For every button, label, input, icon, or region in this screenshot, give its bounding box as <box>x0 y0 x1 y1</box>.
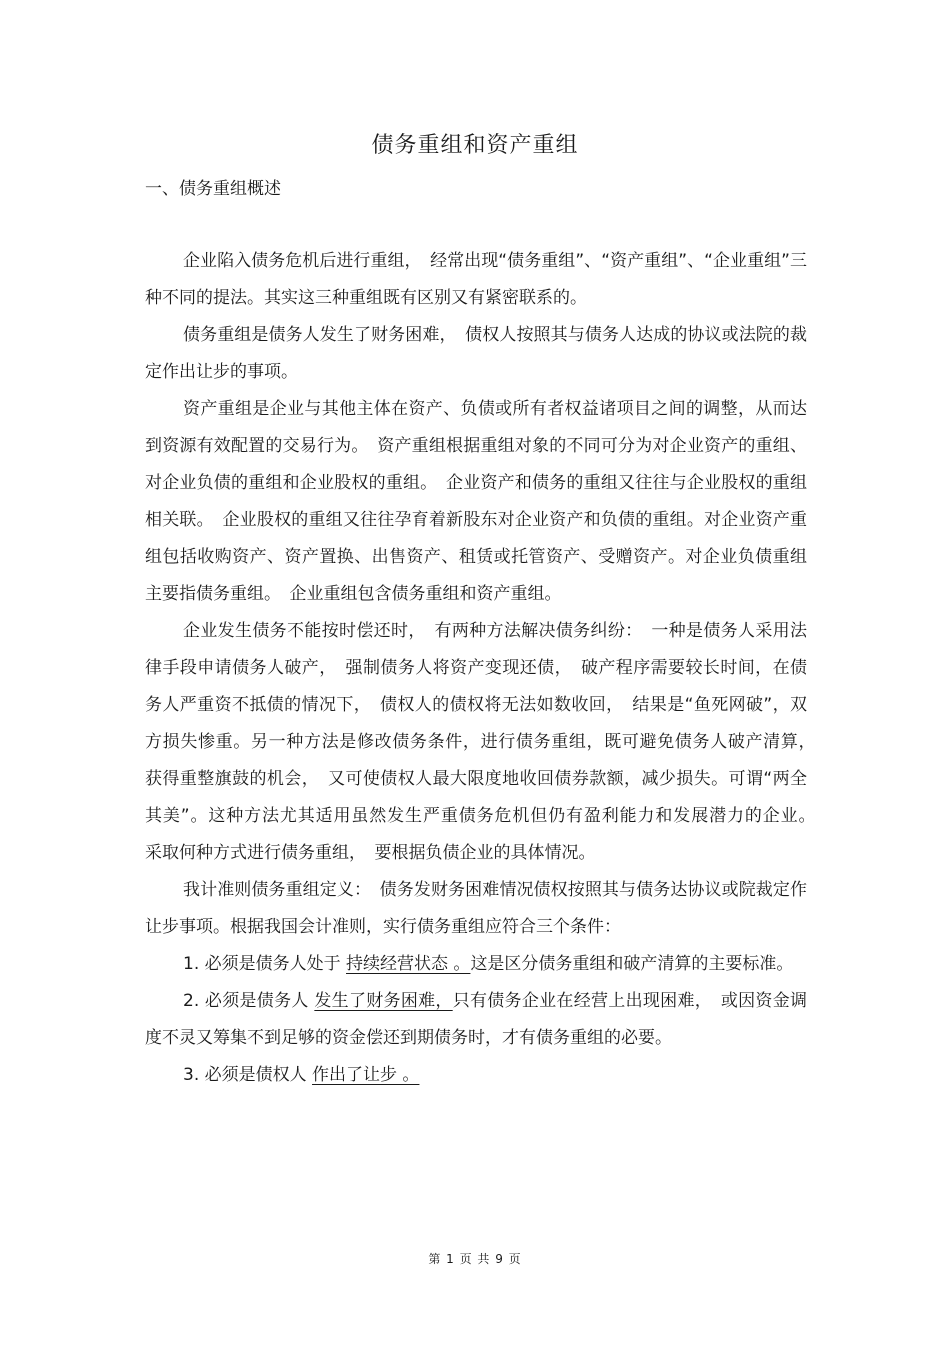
paragraph-accounting-standard: 我计准则债务重组定义： 债务发财务困难情况债权按照其与债务达协议或院裁定作让步事项。根据我国会计准则，实行债务重组应符合三个条件： <box>145 880 807 937</box>
paragraph-debt-restructuring-definition: 债务重组是债务人发生了财务困难， 债权人按照其与债务人达成的协议或法院的裁定作出让步的事项。 <box>145 325 807 382</box>
condition-underlined: 作出了让步 。 <box>312 1065 420 1085</box>
document-title: 债务重组和资产重组 <box>371 133 579 158</box>
condition-suffix: 这是区分债务重组和破产清算的主要标准。 <box>470 954 794 974</box>
paragraph-intro: 企业陷入债务危机后进行重组， 经常出现“债务重组”、“资产重组”、“企业重组”三种不同的提法。其实这三种重组既有区别又有紧密联系的。 <box>145 251 807 308</box>
condition-item <box>145 1057 807 1094</box>
paragraph-debt-resolution-methods: 企业发生债务不能按时偿还时， 有两种方法解决债务纠纷： 一种是债务人采用法律手段申请债务人破产， 强制债务人将资产变现还债， 破产程序需要较长时间，在债务人严重资不抵债的情况下， 债权人的债权将无法如数收回， 结果是“鱼死网破”，双方损失惨重。另一种方法是修改债务条件，进行债务重组，既可避免债务人破产清算， 获得重整旗鼓的机会， 又可使债权人最大限度地收回债券款额，减少损失。可谓“两全其美”。这种方法尤其适用虽然发生严重债务危机但仍有盈利能力和发展潜力的企业。 采取何种方式进行债务重组， 要根据负债企业的具体情况。 <box>145 621 824 863</box>
condition-item <box>145 983 807 1057</box>
document-body <box>145 243 824 1094</box>
page-footer: 第 1 页 共 9 页 <box>428 1252 522 1266</box>
condition-item <box>145 946 807 983</box>
condition-suffix: 只有债务企业在经营上出现困难， 或因资金调度不灵又筹集不到足够的资金偿还到期债务时，才有债务重组的必要。 <box>145 991 808 1048</box>
condition-underlined: 持续经营状态 。 <box>346 954 471 974</box>
condition-prefix: 1. 必须是债务人处于 <box>183 954 347 974</box>
condition-underlined: 发生了财务困难， <box>314 991 453 1011</box>
section-heading: 一、债务重组概述 <box>145 179 281 199</box>
paragraph-asset-restructuring: 资产重组是企业与其他主体在资产、负债或所有者权益诸项目之间的调整，从而达到资源有效配置的交易行为。 资产重组根据重组对象的不同可分为对企业资产的重组、对企业负债的重组和企业股权的重组。 企业资产和债务的重组又往往与企业股权的重组相关联。 企业股权的重组又往往孕育着新股东对企业资产和负债的重组。对企业资产重组包括收购资产、资产置换、出售资产、租赁或托管资产、受赠资产。对企业负债重组主要指债务重组。 企业重组包含债务重组和资产重组。 <box>145 399 807 604</box>
condition-prefix: 2. 必须是债务人 <box>183 991 315 1011</box>
condition-prefix: 3. 必须是债权人 <box>183 1065 313 1085</box>
